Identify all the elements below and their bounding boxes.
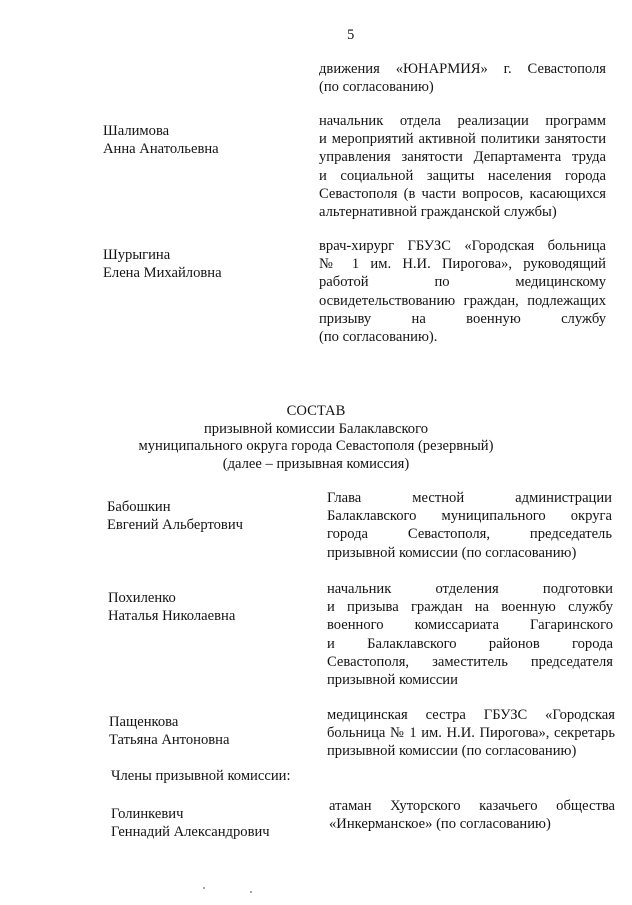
text-line: управления занятости Департамента труда (319, 149, 606, 166)
text-line: атаман Хуторского казачьего общества (329, 798, 615, 814)
surname: Похиленко (108, 590, 176, 606)
text-line: альтернативной гражданской службы) (319, 203, 557, 220)
text-line: (по согласованию) (319, 79, 434, 96)
section-subtitle-line: призывной комиссии Балаклавского (203, 421, 429, 437)
member-name (107, 498, 243, 534)
text-line: и Балаклавского районов города (327, 635, 613, 652)
text-line: освидетельствованию граждан, подлежащих (319, 292, 606, 309)
text-line: № 1 им. Н.И. Пирогова», руководящий (319, 256, 606, 273)
text-line: призывной комиссии (по согласованию) (327, 743, 577, 760)
given-names: Татьяна Антоновна (109, 732, 230, 748)
text-line: «Инкерманское» (по согласованию) (329, 816, 551, 833)
text-line: военного комиссариата Гагаринского (327, 617, 613, 634)
surname: Шурыгина (103, 247, 171, 263)
text-line: Балаклавского муниципального округа (327, 508, 612, 525)
given-names: Елена Михайловна (103, 265, 222, 281)
member-role (327, 706, 615, 761)
scan-speck (203, 887, 205, 889)
member-role (319, 112, 606, 221)
given-names: Анна Анатольевна (103, 141, 219, 157)
text-line: призывной комиссии (327, 671, 458, 688)
member-name (103, 122, 219, 158)
text-line: движения «ЮНАРМИЯ» г. Севастополя (319, 61, 606, 77)
given-names: Наталья Николаевна (108, 608, 236, 624)
member-name (109, 713, 229, 749)
section-subtitle-line: муниципального округа города Севастополя (резервный) (138, 438, 494, 454)
text-line: врач-хирург ГБУЗС «Городская больница (319, 238, 606, 254)
member-role (319, 237, 606, 346)
member-name (103, 246, 222, 282)
member-role (329, 797, 615, 833)
member-role (327, 489, 612, 562)
text-line: работой по медицинскому (319, 274, 606, 291)
text-line: начальник отделения подготовки (327, 581, 613, 597)
given-names: Геннадий Александрович (111, 824, 270, 840)
scan-speck (250, 891, 252, 893)
text-line: Севастополя, заместитель председателя (327, 653, 613, 670)
section-subtitle-line: (далее – призывная комиссия) (222, 456, 410, 472)
member-name (108, 589, 235, 625)
section-title: СОСТАВ (286, 403, 346, 419)
member-name (111, 805, 270, 841)
page-number: 5 (347, 27, 355, 43)
text-line: начальник отдела реализации программ (319, 113, 606, 129)
continuation-text (319, 60, 606, 96)
text-line: призывной комиссии (по согласованию) (327, 544, 577, 561)
text-line: и мероприятий активной политики занятости (319, 131, 606, 148)
text-line: и призыва граждан на военную службу (327, 599, 613, 616)
member-role (327, 580, 613, 689)
surname: Шалимова (103, 123, 170, 139)
text-line: призыву на военную службу (319, 310, 606, 327)
text-line: больница № 1 им. Н.И. Пирогова», секретарь (327, 725, 615, 742)
text-line: и социальной защиты населения города (319, 167, 606, 184)
members-label: Члены призывной комиссии: (111, 768, 291, 784)
text-line: (по согласованию). (319, 328, 438, 345)
text-line: медицинская сестра ГБУЗС «Городская (327, 707, 615, 723)
text-line: Севастополя (в части вопросов, касающихся (319, 185, 606, 202)
text-line: Глава местной администрации (327, 490, 612, 506)
surname: Голинкевич (111, 806, 184, 822)
text-line: города Севастополя, председатель (327, 526, 612, 543)
surname: Бабошкин (107, 499, 171, 515)
surname: Пащенкова (109, 714, 179, 730)
given-names: Евгений Альбертович (107, 517, 243, 533)
